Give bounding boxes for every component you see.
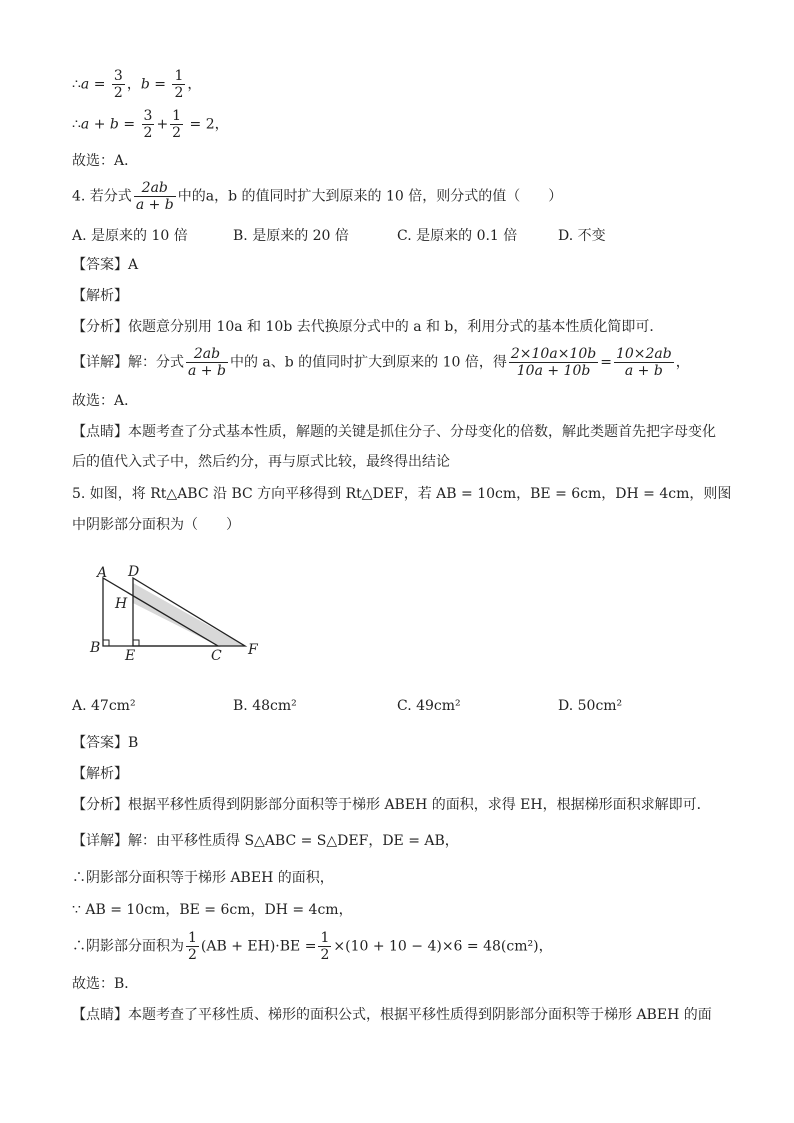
xiangjie-text: 解：分式 — [128, 354, 184, 371]
q4-dianjing-cont: 后的值代入式子中，然后约分，再与原式比较，最终得出结论 — [72, 454, 450, 470]
q4-rest: 中的a，b 的值同时扩大到原来的 10 倍，则分式的值（ ） — [177, 188, 563, 205]
q4-analysis-tag: 【解析】 — [72, 288, 128, 304]
fraction-1-2 — [172, 68, 185, 101]
label-b: B — [90, 640, 101, 656]
xiangjie-text: 中的 a、b 的值同时扩大到原来的 10 倍，得 — [229, 354, 507, 371]
q4-option-c: C. 是原来的 0.1 倍 — [397, 228, 518, 244]
numerator: 10×2ab — [615, 346, 672, 362]
label-e: E — [125, 648, 136, 664]
denominator: 2 — [188, 947, 197, 963]
q4-option-b: B. 是原来的 20 倍 — [233, 228, 349, 244]
q4-option-d: D. 不变 — [558, 228, 606, 244]
eq-sign: = — [600, 354, 612, 371]
answer-tag: 【答案】 — [72, 735, 128, 751]
denominator: a + b — [135, 197, 174, 213]
fraction — [186, 346, 228, 379]
eq-sign: = — [89, 76, 110, 93]
dianjing-text: 本题考查了分式基本性质，解题的关键是抓住分子、分母变化的倍数，解此类题首先把字母变化 — [128, 424, 716, 440]
numerator: 3 — [113, 68, 123, 84]
xiangjie-tag: 【详解】 — [72, 833, 128, 849]
q5-stem-2: 中阴影部分面积为（ ） — [72, 517, 240, 533]
answer-value: A — [128, 257, 139, 273]
var-b: b — [140, 76, 150, 93]
q5-option-a: A. 47cm² — [72, 698, 136, 714]
comma: ， — [187, 76, 202, 93]
q5-analysis-tag: 【解析】 — [72, 766, 128, 782]
q4-fenxi — [72, 318, 663, 336]
fraction — [509, 346, 598, 379]
q4-option-a: A. 是原来的 10 倍 — [72, 228, 188, 244]
q5-line-d — [72, 930, 553, 963]
triangle-def — [133, 578, 245, 646]
denominator: 2 — [113, 85, 123, 101]
var-a: a — [80, 76, 90, 93]
numerator: 1 — [188, 930, 197, 946]
denominator: 2 — [174, 85, 184, 101]
numerator: 2×10a×10b — [510, 346, 597, 362]
dianjing-tag: 【点睛】 — [72, 1007, 128, 1023]
comma: ， — [675, 354, 690, 371]
fraction-3-2 — [112, 68, 125, 101]
result: = 2， — [185, 116, 229, 133]
numerator: 1 — [172, 108, 182, 124]
therefore-sign: ∴ — [72, 76, 81, 93]
q4-prefix: 4. 若分式 — [72, 188, 132, 205]
answer-tag: 【答案】 — [72, 257, 128, 273]
denominator: 2 — [143, 125, 153, 141]
xiangjie-text: 解：由平移性质得 S△ABC = S△DEF，DE = AB， — [128, 833, 459, 849]
q5-choose: 故选：B． — [72, 976, 139, 992]
fenxi-text: 根据平移性质得到阴影部分面积等于梯形 ABEH 的面积，求得 EH，根据梯形面积求解即可． — [128, 797, 711, 813]
text: ∴阴影部分面积为 — [72, 938, 184, 955]
denominator: 10a + 10b — [516, 363, 591, 379]
label-d: D — [128, 564, 140, 580]
q5-xiangjie — [72, 832, 459, 850]
fraction — [142, 108, 155, 141]
denominator: a + b — [624, 363, 663, 379]
expr: (AB + EH)·BE = — [200, 938, 317, 955]
expr: a + b — [80, 116, 119, 133]
q5-option-d: D. 50cm² — [558, 698, 623, 714]
numerator: 2ab — [134, 180, 176, 197]
q4-dianjing — [72, 423, 716, 441]
answer-value: B — [128, 735, 139, 751]
label-c: C — [211, 648, 222, 664]
q5-dianjing — [72, 1006, 712, 1024]
q4-choose: 故选：A． — [72, 393, 139, 409]
q5-fenxi — [72, 796, 711, 814]
eq-sign: = — [149, 76, 171, 93]
fraction-half — [318, 930, 331, 963]
fenxi-tag: 【分析】 — [72, 797, 128, 813]
denominator: a + b — [188, 363, 226, 379]
q5-line-b: ∴阴影部分面积等于梯形 ABEH 的面积， — [72, 870, 334, 886]
q4-stem — [72, 180, 562, 213]
numerator: 3 — [143, 108, 153, 124]
q4-fraction — [134, 180, 176, 213]
choose-line-1: 故选：A． — [72, 153, 139, 169]
q4-answer — [72, 256, 138, 274]
q5-option-c: C. 49cm² — [397, 698, 461, 714]
line-a-b-values — [72, 68, 201, 101]
xiangjie-tag: 【详解】 — [72, 354, 128, 371]
triangle-abc — [103, 578, 218, 646]
dianjing-text: 本题考查了平移性质、梯形的面积公式，根据平移性质得到阴影部分面积等于梯形 ABEH 的面 — [128, 1007, 712, 1023]
numerator: 1 — [320, 930, 330, 946]
denominator: 2 — [172, 125, 182, 141]
fraction — [614, 346, 674, 379]
dianjing-tag: 【点睛】 — [72, 424, 128, 440]
q5-answer — [72, 734, 138, 752]
label-f: F — [248, 642, 258, 658]
denominator: 2 — [320, 947, 330, 963]
therefore-sign: ∴ — [72, 116, 81, 133]
numerator: 1 — [174, 68, 184, 84]
right-angle-e — [133, 640, 139, 646]
eq-sign: = — [118, 116, 140, 133]
comma: ， — [126, 76, 141, 93]
q5-stem-1: 5. 如图，将 Rt△ABC 沿 BC 方向平移得到 Rt△DEF，若 AB = 10cm，BE = 6cm，DH = 4cm，则图 — [72, 486, 732, 502]
q5-figure — [85, 560, 275, 670]
label-h: H — [115, 596, 128, 612]
q5-option-b: B. 48cm² — [233, 698, 297, 714]
label-a: A — [97, 565, 108, 581]
numerator: 2ab — [186, 346, 228, 363]
plus-sign: + — [156, 116, 169, 133]
fenxi-tag: 【分析】 — [72, 319, 128, 335]
right-angle-b — [103, 640, 109, 646]
fraction — [170, 108, 183, 141]
q5-line-c: ∵ AB = 10cm，BE = 6cm，DH = 4cm， — [72, 902, 353, 918]
line-a-plus-b — [72, 108, 229, 141]
fenxi-text: 依题意分别用 10a 和 10b 去代换原分式中的 a 和 b，利用分式的基本性质化简即可． — [128, 319, 664, 335]
expr-result: ×(10 + 10 − 4)×6 = 48(cm²)， — [333, 938, 553, 955]
q4-xiangjie — [72, 346, 690, 379]
fraction-half — [186, 930, 199, 963]
